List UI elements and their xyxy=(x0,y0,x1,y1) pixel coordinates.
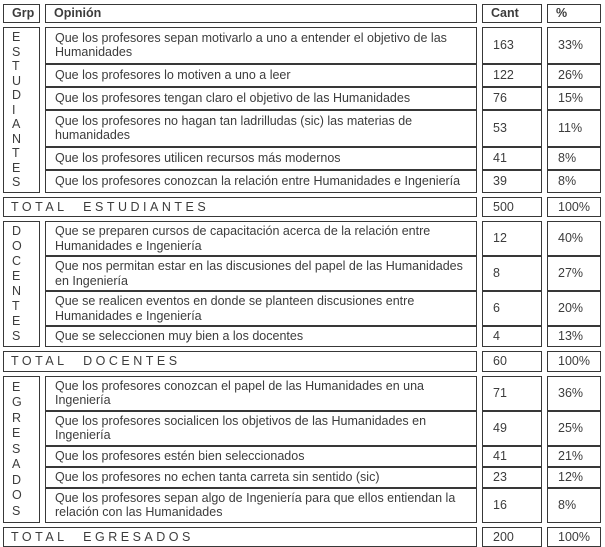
cant-cell: 163 xyxy=(482,27,542,64)
section-estudiantes xyxy=(3,27,605,193)
cant-cell: 71 xyxy=(482,376,542,411)
opinion-cell: Que los profesores no echen tanta carreta sin sentido (sic) xyxy=(45,467,477,488)
cant-cell: 122 xyxy=(482,64,542,87)
total-pct-cell: 100% xyxy=(547,197,601,218)
opinion-cell: Que se preparen cursos de capacitación acerca de la relación entre Humanidades e Ingeniería xyxy=(45,221,477,256)
group-cell-estudiantes: E S T U D I A N T E S xyxy=(3,27,40,193)
pct-cell: 8% xyxy=(547,170,601,193)
header-cant: Cant xyxy=(482,4,542,23)
total-cant-cell: 500 xyxy=(482,197,542,218)
total-label: TOTAL DOCENTES xyxy=(3,351,477,372)
total-label: TOTAL EGRESADOS xyxy=(3,527,477,547)
opinion-cell: Que los profesores sepan motivarlo a uno a entender el objetivo de las Humanidades xyxy=(45,27,477,64)
table-header-row xyxy=(3,4,605,23)
pct-cell: 33% xyxy=(547,27,601,64)
opinion-cell: Que se realicen eventos en donde se planteen discusiones entre Humanidades e Ingeniería xyxy=(45,291,477,326)
pct-cell: 11% xyxy=(547,110,601,147)
total-row-docentes xyxy=(3,351,605,372)
section-egresados xyxy=(3,376,605,523)
pct-cell: 36% xyxy=(547,376,601,411)
cant-cell: 49 xyxy=(482,411,542,446)
header-pct: % xyxy=(547,4,601,23)
group-cell-egresados: E G R E S A D O S xyxy=(3,376,40,523)
cant-cell: 6 xyxy=(482,291,542,326)
total-pct-cell: 100% xyxy=(547,351,601,372)
total-cant-cell: 200 xyxy=(482,527,542,547)
total-row-estudiantes xyxy=(3,197,605,218)
total-row-egresados xyxy=(3,527,605,547)
total-label: TOTAL ESTUDIANTES xyxy=(3,197,477,218)
cant-cell: 39 xyxy=(482,170,542,193)
pct-cell: 27% xyxy=(547,256,601,291)
opinion-cell: Que los profesores sepan algo de Ingeniería para que ellos entiendan la relación con las Humanidades xyxy=(45,488,477,523)
pct-cell: 8% xyxy=(547,488,601,523)
opinion-cell: Que los profesores socialicen los objetivos de las Humanidades en Ingeniería xyxy=(45,411,477,446)
cant-cell: 4 xyxy=(482,326,542,347)
opinion-cell: Que los profesores no hagan tan ladrilludas (sic) las materias de humanidades xyxy=(45,110,477,147)
pct-cell: 12% xyxy=(547,467,601,488)
opinion-cell: Que los profesores utilicen recursos más modernos xyxy=(45,147,477,170)
pct-cell: 26% xyxy=(547,64,601,87)
cant-cell: 16 xyxy=(482,488,542,523)
section-docentes xyxy=(3,221,605,347)
cant-cell: 53 xyxy=(482,110,542,147)
cant-cell: 12 xyxy=(482,221,542,256)
opinion-cell: Que se seleccionen muy bien a los docentes xyxy=(45,326,477,347)
opinion-cell: Que los profesores lo motiven a uno a leer xyxy=(45,64,477,87)
header-opinion: Opinión xyxy=(45,4,477,23)
cant-cell: 76 xyxy=(482,87,542,110)
pct-cell: 25% xyxy=(547,411,601,446)
pct-cell: 20% xyxy=(547,291,601,326)
pct-cell: 15% xyxy=(547,87,601,110)
total-pct-cell: 100% xyxy=(547,527,601,547)
header-grp: Grp xyxy=(3,4,40,23)
pct-cell: 21% xyxy=(547,446,601,467)
group-cell-docentes: D O C E N T E S xyxy=(3,221,40,347)
cant-cell: 41 xyxy=(482,446,542,467)
opinion-cell: Que los profesores tengan claro el objetivo de las Humanidades xyxy=(45,87,477,110)
opinion-cell: Que nos permitan estar en las discusiones del papel de las Humanidades en Ingeniería xyxy=(45,256,477,291)
total-cant-cell: 60 xyxy=(482,351,542,372)
pct-cell: 13% xyxy=(547,326,601,347)
opinion-cell: Que los profesores estén bien seleccionados xyxy=(45,446,477,467)
opinion-cell: Que los profesores conozcan la relación entre Humanidades e Ingeniería xyxy=(45,170,477,193)
cant-cell: 8 xyxy=(482,256,542,291)
pct-cell: 40% xyxy=(547,221,601,256)
cant-cell: 41 xyxy=(482,147,542,170)
opinion-cell: Que los profesores conozcan el papel de las Humanidades en una Ingeniería xyxy=(45,376,477,411)
cant-cell: 23 xyxy=(482,467,542,488)
pct-cell: 8% xyxy=(547,147,601,170)
